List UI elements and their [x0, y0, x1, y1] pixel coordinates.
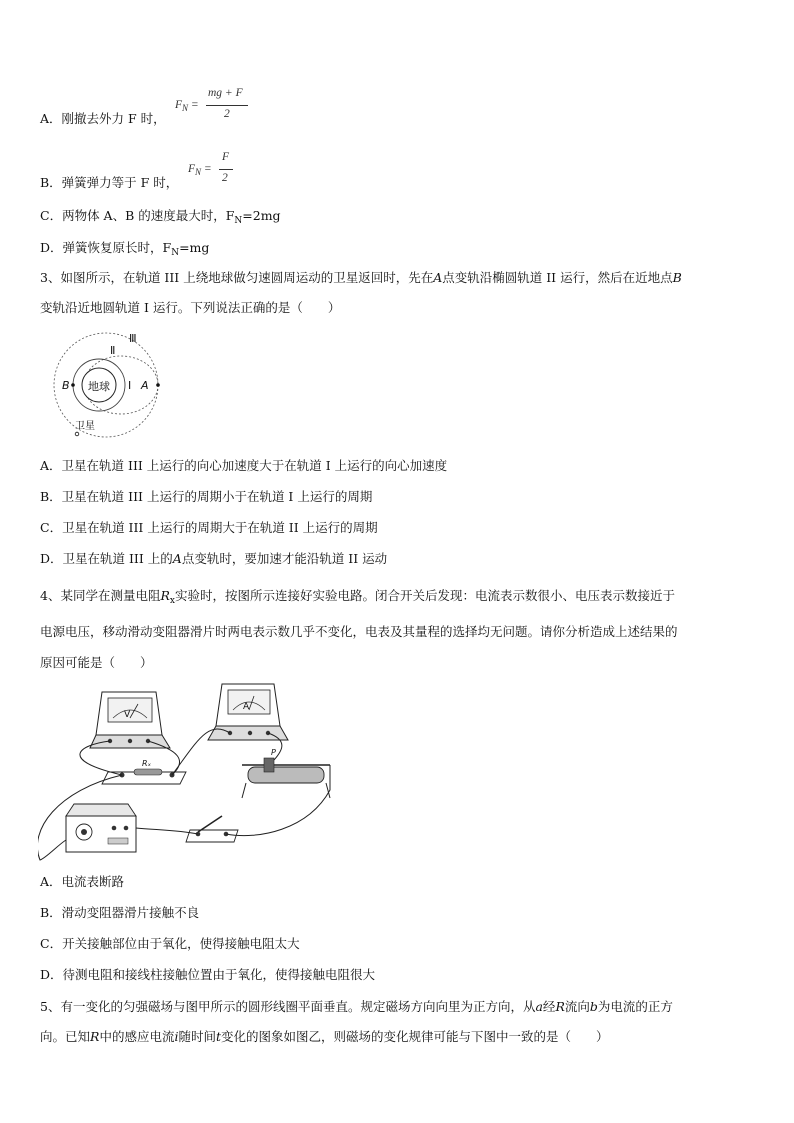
formula-lhs-sub: N: [182, 103, 189, 113]
point-b-dot: [71, 383, 75, 387]
q3-option-d[interactable]: D．卫星在轨道 III 上的A点变轨时，要加速才能沿轨道 II 运动: [40, 551, 388, 566]
resistor-rx: [102, 759, 186, 784]
q2-option-a-formula: $F_N$ = mg + F 2: [175, 86, 265, 126]
formula-numerator: F: [222, 151, 230, 163]
q2-option-b[interactable]: B．弹簧弹力等于 F 时，: [40, 175, 179, 190]
rheostat: [242, 748, 330, 798]
point-b-text: B: [62, 379, 70, 392]
q3-stem-line1: 3、如图所示，在轨道 III 上绕地球做匀速圆周运动的卫星返回时，先在A点变轨沿椭圆轨道 II 运行，然后在近地点B: [40, 270, 682, 285]
resistor-symbol: R: [160, 588, 170, 603]
formula-denominator: 2: [224, 108, 230, 120]
q4-stem-line2: 电源电压，移动滑动变阻器滑片时两电表示数几乎不变化，电表及其量程的选择均无问题。请你分析造成上述结果的: [40, 624, 678, 639]
q4-stem-line3: 原因可能是（ ）: [40, 655, 153, 670]
q5-stem-line1: 5、有一变化的匀强磁场与图甲所示的圆形线圈平面垂直。规定磁场方向向里为正方向，从a经R流向b为电流的正方: [40, 999, 673, 1014]
var-b: b: [589, 999, 598, 1014]
q3-option-b[interactable]: B．卫星在轨道 III 上运行的周期小于在轨道 I 上运行的周期: [40, 489, 373, 504]
orbit-diagram: [40, 330, 170, 442]
switch: [186, 816, 238, 842]
formula-denominator: 2: [222, 172, 228, 184]
q5-stem-line2: 向。已知R中的感应电流i随时间t变化的图象如图乙，则磁场的变化规律可能与下图中一致的是（ ）: [40, 1029, 609, 1044]
var-r: R: [90, 1029, 100, 1044]
var-r: R: [555, 999, 565, 1014]
rx-label: Rₓ: [142, 759, 152, 768]
subscript: x: [169, 596, 175, 606]
orbit-ii-label: Ⅱ: [110, 344, 116, 357]
var-t: t: [215, 1029, 221, 1044]
satellite-dot: [75, 432, 79, 436]
point-b-label: B: [672, 270, 682, 285]
orbit-i-label: I: [128, 379, 132, 392]
ammeter-label: A: [243, 702, 250, 712]
var-a: a: [535, 999, 543, 1014]
q4-option-a[interactable]: A．电流表断路: [40, 874, 125, 889]
formula-lhs: F: [188, 163, 196, 175]
var-i: i: [174, 1029, 179, 1044]
q4-option-c[interactable]: C．开关接触部位由于氧化，使得接触电阻太大: [40, 936, 300, 951]
power-supply: [66, 804, 136, 852]
q3-stem-line2: 变轨沿近地圆轨道 I 运行。下列说法正确的是（ ）: [40, 300, 341, 315]
orbit-iii-label: Ⅲ: [129, 332, 137, 345]
earth-label: 地球: [88, 380, 110, 393]
slider-label: P: [271, 748, 276, 757]
q4-option-d[interactable]: D．待测电阻和接线柱接触位置由于氧化，使得接触电阻很大: [40, 967, 376, 982]
circuit-diagram: [38, 680, 338, 865]
formula-numerator: mg + F: [208, 87, 243, 99]
q3-option-a[interactable]: A．卫星在轨道 III 上运行的向心加速度大于在轨道 I 上运行的向心加速度: [40, 458, 448, 473]
q2-option-a[interactable]: A．刚撤去外力 F 时，: [40, 111, 166, 126]
fraction-bar: [206, 105, 248, 106]
q2-option-c[interactable]: C．两物体 A、B 的速度最大时，$F_N=2mg$: [40, 208, 281, 226]
subscript: N: [234, 216, 243, 226]
point-a-dot: [156, 383, 160, 387]
point-a-label: A: [172, 551, 182, 566]
subscript: N: [171, 248, 180, 258]
satellite-label: 卫星: [75, 421, 95, 432]
point-a-label: A: [433, 270, 443, 285]
fraction-bar: [219, 169, 233, 170]
formula-lhs: F: [175, 99, 183, 111]
point-a-text: A: [141, 379, 149, 392]
ammeter: [208, 684, 288, 740]
voltmeter: [90, 692, 170, 748]
q2-option-b-formula: $F_N$ = F 2: [188, 150, 248, 190]
q4-option-b[interactable]: B．滑动变阻器滑片接触不良: [40, 905, 200, 920]
q4-stem-line1: 4、某同学在测量电阻$R_x$实验时，按图所示连接好实验电路。闭合开关后发现：电流表示数很小、电压表示数接近于: [40, 588, 675, 606]
voltmeter-label: V: [124, 710, 131, 720]
q2-option-d[interactable]: D．弹簧恢复原长时，$F_N=mg$: [40, 240, 210, 258]
formula-lhs-sub: N: [195, 167, 202, 177]
q3-option-c[interactable]: C．卫星在轨道 III 上运行的周期大于在轨道 II 上运行的周期: [40, 520, 378, 535]
